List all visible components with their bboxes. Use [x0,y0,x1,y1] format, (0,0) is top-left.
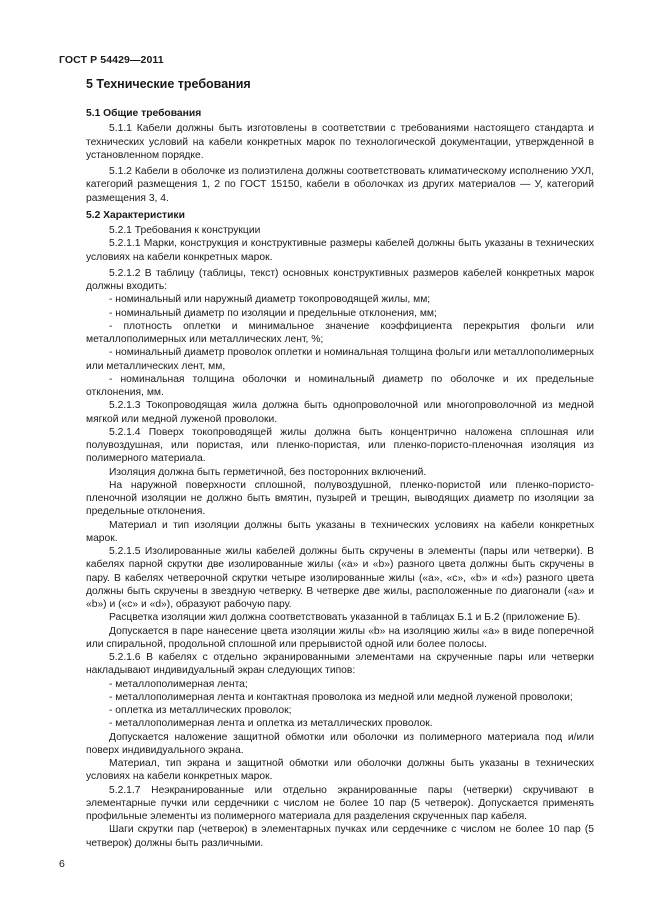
paragraph: 5.2.1.6 В кабелях с отдельно экранированными элементами на скрученные пары или четверки накладывают индивидуальный экран следующих типов: [86,652,594,677]
list-item: - номинальный диаметр по изоляции и предельные отклонения, мм; [109,307,437,319]
paragraph: Материал и тип изоляции должны быть указаны в технических условиях на кабели конкретных марок. [86,519,594,544]
paragraph: 5.2.1.4 Поверх токопроводящей жилы должна быть концентрично наложена сплошная или полувоздушная, или пористая, или пленко-пористая, или пленко-пористо-пленочная изоляция из полимерного материала. [86,426,594,465]
subsection-heading-5-2: 5.2 Характеристики [86,209,185,221]
page-content [86,78,594,850]
list-item: - оплетка из металлических проволок; [109,705,292,716]
paragraph: Материал, тип экрана и защитной обмотки или оболочки должны быть указаны в технических условиях на кабели конкретных марок. [86,758,594,783]
list-item: - номинальный или наружный диаметр токопроводящей жилы, мм; [109,294,431,306]
section-title: 5 Технические требования [86,77,251,91]
list-item: - металлополимерная лента и контактная проволока из медной или медной луженой проволоки; [109,691,573,703]
paragraph: Допускается наложение защитной обмотки или оболочки из полимерного материала под и/или поверх индивидуального экрана. [86,731,594,756]
list-item: - металлополимерная лента и оплетка из металлических проволок. [109,718,433,730]
paragraph: Изоляция должна быть герметичной, без посторонних включений. [109,466,427,478]
list-item: - плотность оплетки и минимальное значение коэффициента перекрытия фольги или металлополимерных или металлических лент, %; [86,320,594,345]
list-item: - номинальный диаметр проволок оплетки и номинальная толщина фольги или металлополимерных или металлических лент, мм, [86,347,594,372]
paragraph: 5.2.1.5 Изолированные жилы кабелей должны быть скручены в элементы (пары или четверки). В кабелях парной скрутки две изолированные жилы («a» и «b») разного цвета должны быть скручены в пару. В кабелях четверочной скрутки четыре изолированные жилы («a», «c», «b» и «d») разного цвета должны быть скручены в звездную четверку. В четверке две жилы, расположенные по диагонали («a» и «b») и («c» и «d»), образуют рабочую пару. [86,546,594,610]
page-number: 6 [59,858,65,870]
paragraph: Допускается в паре нанесение цвета изоляции жилы «b» на изоляцию жилы «a» в виде поперечной или спиральной, продольной сплошной или прерывистой одной или более полосы. [86,625,594,650]
paragraph-5-1-2: 5.1.2 Кабели в оболочке из полиэтилена должны соответствовать климатическому исполнению УХЛ, категорий размещения 1, 2 по ГОСТ 15150, кабели в оболочках из других материалов — У, категорий размещения 3, 4. [86,166,594,204]
paragraph: 5.2.1.3 Токопроводящая жила должна быть однопроволочной или многопроволочной из медной мягкой или медной луженой проволоки. [86,400,594,425]
paragraph: На наружной поверхности сплошной, полувоздушной, пленко-пористой или пленко-пористо-пленочной изоляции не должно быть вмятин, пузырей и трещин, выводящих диаметр по изоляции за предельные отклонения. [86,479,594,518]
standard-number: ГОСТ Р 54429—2011 [59,54,164,66]
paragraph: 5.2.1.7 Неэкранированные или отдельно экранированные пары (четверки) скручивают в элементарные пучки или сердечники с числом не более 10 пар (5 четверок). Допускается применять профильные элементы из полимерного материала для разделения скрученных пар кабеля. [86,784,594,822]
paragraph: Шаги скрутки пар (четверок) в элементарных пучках или сердечнике с числом не более 10 пар (5 четверок) должны быть различными. [86,824,594,849]
paragraph: 5.2.1.1 Марки, конструкция и конструктивные размеры кабелей должны быть указаны в технических условиях на кабели конкретных марок. [86,238,594,263]
list-item: - номинальная толщина оболочки и номинальный диаметр по оболочке и их предельные отклонения, мм. [86,373,594,398]
paragraph: 5.2.1 Требования к конструкции [109,225,261,236]
list-item: - металлополимерная лента; [109,678,248,690]
subsection-heading-5-1: 5.1 Общие требования [86,108,202,119]
paragraph: Расцветка изоляции жил должна соответствовать указанной в таблицах Б.1 и Б.2 (приложение Б). [109,612,581,624]
paragraph-5-1-1: 5.1.1 Кабели должны быть изготовлены в соответствии с требованиями настоящего стандарта и технических условий на кабели конкретных марок по технологической документации, утвержденной в установленном порядке. [86,123,594,161]
paragraph: 5.2.1.2 В таблицу (таблицы, текст) основных конструктивных размеров кабелей конкретных марок должны входить: [86,267,594,292]
